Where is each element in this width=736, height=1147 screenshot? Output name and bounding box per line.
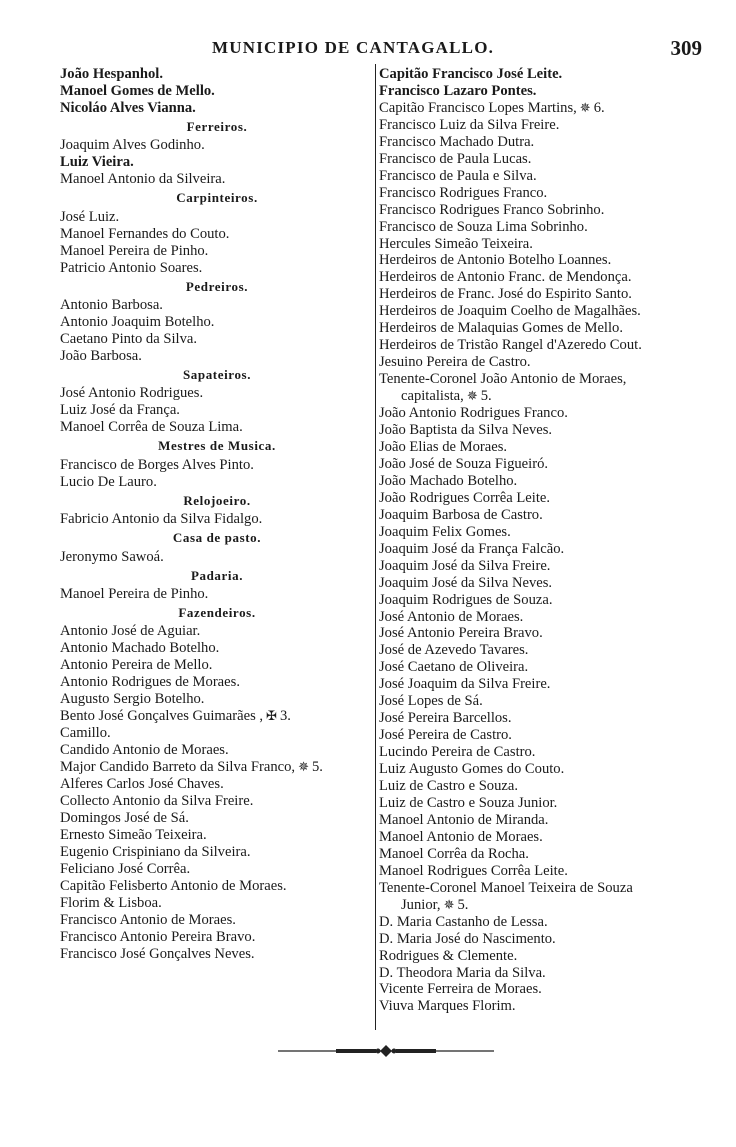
list-entry <box>379 575 699 592</box>
list-entry <box>60 402 374 419</box>
section-heading <box>60 117 374 138</box>
entry-text: Manoel Fernandes do Couto. <box>60 225 230 242</box>
section-heading <box>60 603 374 624</box>
entry-text: Joaquim Rodrigues de Souza. <box>379 591 553 608</box>
left-column <box>60 66 374 963</box>
list-entry <box>60 708 374 725</box>
list-entry <box>379 252 699 269</box>
entry-text: José Pereira Barcellos. <box>379 710 512 727</box>
list-entry <box>60 640 374 657</box>
list-entry <box>379 846 699 863</box>
list-entry <box>379 659 699 676</box>
entry-text: Junior, <box>401 896 441 913</box>
entry-text: João Machado Botelho. <box>379 472 518 489</box>
list-entry <box>379 981 699 998</box>
section-heading <box>60 528 374 549</box>
order-insignia-icon: ✵ <box>443 896 455 912</box>
right-column <box>379 66 699 1015</box>
list-entry <box>379 151 699 168</box>
entry-text: Fabricio Antonio da Silva Fidalgo. <box>60 511 263 528</box>
entry-text: Manoel Antonio de Miranda. <box>379 811 549 828</box>
list-entry <box>60 674 374 691</box>
entry-text: José Antonio Pereira Bravo. <box>379 625 543 642</box>
order-insignia-icon: ✵ <box>466 388 478 404</box>
entry-text: capitalista, <box>401 388 464 405</box>
entry-text: Capitão Felisberto Antonio de Moraes. <box>60 877 287 894</box>
page-header <box>0 36 736 62</box>
entry-text: Francisco Rodrigues Franco. <box>379 184 548 201</box>
list-entry <box>379 388 699 405</box>
list-entry <box>60 419 374 436</box>
entry-text: João Elias de Moraes. <box>379 438 508 455</box>
list-entry <box>379 134 699 151</box>
list-entry <box>60 827 374 844</box>
section-heading <box>60 566 374 587</box>
section-heading <box>60 277 374 298</box>
entry-text: Domingos José de Sá. <box>60 809 189 826</box>
list-entry <box>379 168 699 185</box>
entry-text: Collecto Antonio da Silva Freire. <box>60 793 254 809</box>
entry-text: José Antonio Rodrigues. <box>60 385 204 402</box>
entry-text: Francisco Antonio Pereira Bravo. <box>60 928 256 945</box>
list-entry <box>60 209 374 226</box>
list-entry <box>60 844 374 861</box>
list-entry <box>60 725 374 742</box>
entry-text: Padaria. <box>190 567 244 583</box>
entry-text: Francisco de Paula Lucas. <box>379 150 532 167</box>
entry-text: Antonio Machado Botelho. <box>60 640 220 657</box>
list-entry <box>379 202 699 219</box>
entry-text: Nicoláo Alves Vianna. <box>60 99 196 116</box>
list-entry <box>379 897 699 914</box>
entry-text: João José de Souza Figueiró. <box>379 455 549 472</box>
order-insignia-icon: ✠ <box>266 708 277 724</box>
list-entry <box>60 691 374 708</box>
entry-text: Fazendeiros. <box>178 604 256 620</box>
entry-text: João Barbosa. <box>60 347 142 364</box>
column-divider <box>375 64 376 1030</box>
entry-text: Jesuino Pereira de Castro. <box>379 354 531 371</box>
list-entry <box>60 457 374 474</box>
section-heading <box>60 188 374 209</box>
list-entry <box>379 507 699 524</box>
list-entry <box>379 473 699 490</box>
list-entry <box>379 303 699 320</box>
entry-text: João Baptista da Silva Neves. <box>379 422 553 439</box>
entry-text: Sapateiros. <box>182 366 252 382</box>
list-entry <box>60 742 374 759</box>
list-entry <box>379 541 699 558</box>
entry-text: Jeronymo Sawoá. <box>60 548 164 565</box>
entry-text: D. Maria José do Nascimento. <box>379 930 556 947</box>
entry-text: Capitão Francisco José Leite. <box>379 66 563 82</box>
list-entry <box>379 625 699 642</box>
entry-text: Francisco Rodrigues Franco Sobrinho. <box>379 201 605 218</box>
list-entry <box>379 66 699 83</box>
list-entry <box>379 456 699 473</box>
section-heading <box>60 436 374 457</box>
entry-text: Lucindo Pereira de Castro. <box>379 744 536 761</box>
entry-text: Vicente Ferreira de Moraes. <box>379 981 542 998</box>
list-entry <box>60 297 374 314</box>
entry-text: Relojoeiro. <box>183 492 251 508</box>
list-entry <box>379 642 699 659</box>
entry-text: Lucio De Lauro. <box>60 473 157 490</box>
list-entry <box>379 948 699 965</box>
list-entry <box>379 524 699 541</box>
entry-text: Eugenio Crispiniano da Silveira. <box>60 843 251 860</box>
list-entry <box>60 776 374 793</box>
list-entry <box>379 609 699 626</box>
list-entry <box>379 761 699 778</box>
entry-text: João Antonio Rodrigues Franco. <box>379 405 568 422</box>
list-entry <box>60 100 374 117</box>
list-entry <box>379 269 699 286</box>
list-entry <box>60 154 374 171</box>
running-title: MUNICIPIO DE CANTAGALLO. <box>212 38 495 57</box>
entry-text: Herdeiros de Antonio Botelho Loannes. <box>379 252 612 269</box>
entry-text: Herdeiros de Tristão Rangel d'Azeredo Cout. <box>379 337 642 354</box>
list-entry <box>379 829 699 846</box>
section-heading <box>60 365 374 386</box>
list-entry <box>60 260 374 277</box>
list-entry <box>379 422 699 439</box>
entry-text: Antonio Barbosa. <box>60 297 163 314</box>
list-entry <box>379 965 699 982</box>
list-entry <box>379 354 699 371</box>
entry-text: Feliciano José Corrêa. <box>60 860 191 877</box>
entry-text: Manoel Rodrigues Corrêa Leite. <box>379 862 568 879</box>
entry-text: Casa de pasto. <box>172 530 262 546</box>
entry-text: Joaquim José da França Falcão. <box>379 540 565 557</box>
entry-text: Luiz de Castro e Souza Junior. <box>379 794 558 811</box>
entry-text: Luiz de Castro e Souza. <box>379 778 519 795</box>
list-entry <box>60 810 374 827</box>
list-entry <box>60 66 374 83</box>
list-entry <box>379 744 699 761</box>
list-entry <box>379 83 699 100</box>
list-entry <box>60 759 374 776</box>
entry-text: Manoel Gomes de Mello. <box>60 82 215 99</box>
entry-text: Carpinteiros. <box>176 190 258 206</box>
section-heading <box>60 491 374 512</box>
list-entry <box>60 474 374 491</box>
list-entry <box>379 558 699 575</box>
entry-text: Rodrigues & Clemente. <box>379 947 518 964</box>
list-entry <box>379 998 699 1015</box>
list-entry <box>60 226 374 243</box>
entry-text: Herdeiros de Malaquias Gomes de Mello. <box>379 320 623 337</box>
entry-text: Capitão Francisco Lopes Martins, <box>379 99 577 116</box>
entry-text: Herdeiros de Franc. José do Espirito Santo. <box>379 286 632 303</box>
list-entry <box>379 931 699 948</box>
entry-text: Antonio Pereira de Mello. <box>60 657 213 674</box>
entry-text: Candido Antonio de Moraes. <box>60 742 229 759</box>
entry-text: Alferes Carlos José Chaves. <box>60 776 224 793</box>
list-entry <box>60 385 374 402</box>
entry-suffix: 3. <box>279 708 291 725</box>
list-entry <box>379 880 699 897</box>
entry-text: Viuva Marques Florim. <box>379 998 516 1015</box>
order-insignia-icon: ✵ <box>579 99 591 115</box>
list-entry <box>60 929 374 946</box>
list-entry <box>379 185 699 202</box>
list-entry <box>379 727 699 744</box>
list-entry <box>379 490 699 507</box>
list-entry <box>60 331 374 348</box>
entry-text: Florim & Lisboa. <box>60 894 162 911</box>
entry-text: Tenente-Coronel João Antonio de Moraes, <box>379 371 627 388</box>
list-entry <box>379 778 699 795</box>
entry-text: Patricio Antonio Soares. <box>60 259 203 276</box>
entry-text: José Antonio de Moraes. <box>379 608 524 625</box>
page-number: 309 <box>670 36 702 60</box>
entry-text: Francisco de Borges Alves Pinto. <box>60 456 254 473</box>
list-entry <box>60 878 374 895</box>
entry-text: José Luiz. <box>60 208 120 225</box>
entry-text: Francisco Lazaro Pontes. <box>379 82 537 99</box>
entry-text: Manoel Antonio de Moraes. <box>379 828 543 845</box>
list-entry <box>379 117 699 134</box>
list-entry <box>60 586 374 603</box>
entry-text: Francisco José Gonçalves Neves. <box>60 945 255 962</box>
list-entry <box>379 405 699 422</box>
entry-text: Francisco Antonio de Moraes. <box>60 911 236 928</box>
entry-text: Luiz Augusto Gomes do Couto. <box>379 761 565 778</box>
entry-text: Antonio Rodrigues de Moraes. <box>60 674 240 691</box>
entry-text: José Pereira de Castro. <box>379 727 512 744</box>
entry-text: Francisco de Paula e Silva. <box>379 167 537 184</box>
entry-text: Luiz Vieira. <box>60 154 134 171</box>
entry-text: Hercules Simeão Teixeira. <box>379 235 533 252</box>
list-entry <box>379 337 699 354</box>
entry-text: José Lopes de Sá. <box>379 693 483 710</box>
entry-text: Antonio Joaquim Botelho. <box>60 313 215 330</box>
entry-text: Bento José Gonçalves Guimarães , <box>60 708 264 725</box>
list-entry <box>379 812 699 829</box>
list-entry <box>60 243 374 260</box>
list-entry <box>379 286 699 303</box>
list-entry <box>60 623 374 640</box>
list-entry <box>60 137 374 154</box>
list-entry <box>379 439 699 456</box>
entry-text: Tenente-Coronel Manoel Teixeira de Souza <box>379 879 633 896</box>
entry-suffix: 5. <box>480 388 492 405</box>
list-entry <box>60 348 374 365</box>
entry-text: D. Theodora Maria da Silva. <box>379 964 546 981</box>
list-entry <box>60 549 374 566</box>
entry-suffix: 6. <box>593 99 605 116</box>
list-entry <box>379 676 699 693</box>
list-entry <box>60 912 374 929</box>
entry-text: Caetano Pinto da Silva. <box>60 330 198 347</box>
entry-text: Joaquim Alves Godinho. <box>60 137 205 154</box>
entry-text: Manoel Corrêa da Rocha. <box>379 845 529 862</box>
list-entry <box>60 895 374 912</box>
entry-suffix: 5. <box>311 759 323 776</box>
entry-text: João Hespanhol. <box>60 66 163 82</box>
list-entry <box>379 320 699 337</box>
entry-text: José Caetano de Oliveira. <box>379 659 529 676</box>
list-entry <box>60 861 374 878</box>
list-entry <box>379 863 699 880</box>
list-entry <box>60 83 374 100</box>
entry-text: D. Maria Castanho de Lessa. <box>379 913 548 930</box>
list-entry <box>379 592 699 609</box>
list-entry <box>379 710 699 727</box>
entry-text: Manoel Antonio da Silveira. <box>60 171 226 188</box>
entry-text: Joaquim José da Silva Freire. <box>379 557 551 574</box>
end-ornament <box>278 1044 494 1058</box>
entry-text: Manoel Pereira de Pinho. <box>60 586 209 603</box>
entry-text: José Joaquim da Silva Freire. <box>379 676 551 693</box>
list-entry <box>379 371 699 388</box>
list-entry <box>379 100 699 117</box>
entry-text: João Rodrigues Corrêa Leite. <box>379 489 551 506</box>
entry-text: Francisco Machado Dutra. <box>379 133 535 150</box>
list-entry <box>379 914 699 931</box>
entry-text: Ernesto Simeão Teixeira. <box>60 826 207 843</box>
entry-text: Manoel Pereira de Pinho. <box>60 242 209 259</box>
list-entry <box>60 171 374 188</box>
entry-text: Herdeiros de Antonio Franc. de Mendonça. <box>379 269 632 286</box>
entry-text: Antonio José de Aguiar. <box>60 623 201 640</box>
entry-text: Luiz José da França. <box>60 402 180 419</box>
list-entry <box>60 657 374 674</box>
entry-text: Camillo. <box>60 725 111 742</box>
entry-text: Francisco Luiz da Silva Freire. <box>379 116 560 133</box>
entry-text: Mestres de Musica. <box>158 438 276 454</box>
list-entry <box>379 236 699 253</box>
entry-text: Joaquim José da Silva Neves. <box>379 574 553 591</box>
order-insignia-icon: ✵ <box>298 759 309 775</box>
entry-text: Joaquim Barbosa de Castro. <box>379 506 543 523</box>
entry-text: Ferreiros. <box>186 118 248 134</box>
entry-text: Joaquim Felix Gomes. <box>379 523 511 540</box>
entry-text: Herdeiros de Joaquim Coelho de Magalhães. <box>379 303 641 320</box>
entry-text: Pedreiros. <box>185 278 249 294</box>
list-entry <box>379 693 699 710</box>
list-entry <box>60 946 374 963</box>
list-entry <box>60 793 374 810</box>
list-entry <box>379 219 699 236</box>
entry-suffix: 5. <box>457 896 469 913</box>
entry-text: Manoel Corrêa de Souza Lima. <box>60 419 243 436</box>
list-entry <box>60 314 374 331</box>
entry-text: Augusto Sergio Botelho. <box>60 691 205 708</box>
list-entry <box>60 511 374 528</box>
entry-text: Francisco de Souza Lima Sobrinho. <box>379 218 588 235</box>
entry-text: Major Candido Barreto da Silva Franco, <box>60 759 296 776</box>
list-entry <box>379 795 699 812</box>
entry-text: José de Azevedo Tavares. <box>379 642 529 659</box>
